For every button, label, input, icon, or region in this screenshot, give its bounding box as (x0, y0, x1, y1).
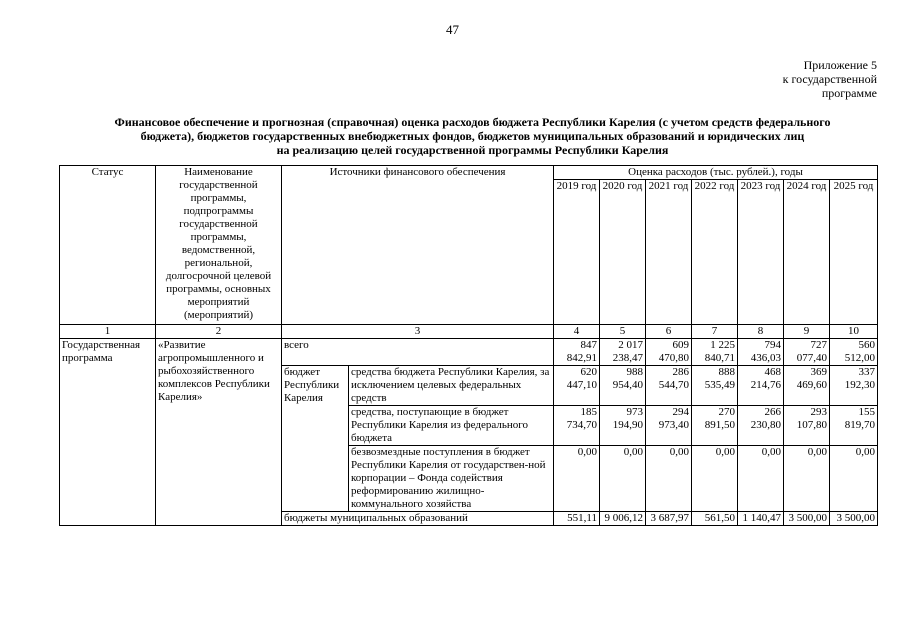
value-cell: 155 819,70 (830, 406, 878, 446)
value-cell: 0,00 (600, 446, 646, 512)
page-number: 47 (446, 22, 459, 37)
source-label: средства, поступающие в бюджет Республики Карелия из федерального бюджета (349, 406, 554, 446)
value-cell: 369 469,60 (784, 366, 830, 406)
index-cell: 7 (692, 325, 738, 339)
value-cell: 0,00 (554, 446, 600, 512)
value-cell: 270 891,50 (692, 406, 738, 446)
value-cell: 560 512,00 (830, 339, 878, 366)
status-cell: Государственная программа (60, 339, 156, 526)
header-year: 2019 год (554, 180, 600, 325)
value-cell: 561,50 (692, 512, 738, 526)
header-row-1 (60, 166, 878, 180)
title-line-3: на реализацию целей государственной программы Республики Карелия (276, 143, 669, 157)
index-cell: 9 (784, 325, 830, 339)
value-cell: 1 140,47 (738, 512, 784, 526)
value-cell: 847 842,91 (554, 339, 600, 366)
value-cell: 468 214,76 (738, 366, 784, 406)
value-cell: 973 194,90 (600, 406, 646, 446)
value-cell: 2 017 238,47 (600, 339, 646, 366)
value-cell: 3 687,97 (646, 512, 692, 526)
index-cell: 3 (282, 325, 554, 339)
source-label: средства бюджета Республики Карелия, за исключением целевых федеральных средств (349, 366, 554, 406)
budget-group-cell: бюджет Республики Карелия (282, 366, 349, 512)
value-cell: 3 500,00 (784, 512, 830, 526)
document-title (70, 115, 875, 157)
appendix-line-2: к государственной (782, 72, 877, 86)
header-status: Статус (60, 166, 156, 325)
value-cell: 266 230,80 (738, 406, 784, 446)
source-label: всего (282, 339, 554, 366)
appendix-note (737, 58, 877, 100)
value-cell: 0,00 (784, 446, 830, 512)
header-year: 2024 год (784, 180, 830, 325)
header-year: 2022 год (692, 180, 738, 325)
index-cell: 8 (738, 325, 784, 339)
index-cell: 1 (60, 325, 156, 339)
header-year: 2020 год (600, 180, 646, 325)
value-cell: 0,00 (692, 446, 738, 512)
appendix-line-3: программе (821, 86, 877, 100)
value-cell: 888 535,49 (692, 366, 738, 406)
header-year: 2023 год (738, 180, 784, 325)
index-cell: 6 (646, 325, 692, 339)
index-cell: 10 (830, 325, 878, 339)
index-cell: 4 (554, 325, 600, 339)
value-cell: 0,00 (830, 446, 878, 512)
title-line-2: бюджета), бюджетов государственных внебюджетных фондов, бюджетов муниципальных образований и юридических лиц (140, 129, 805, 143)
value-cell: 1 225 840,71 (692, 339, 738, 366)
index-cell: 5 (600, 325, 646, 339)
index-cell: 2 (156, 325, 282, 339)
appendix-line-1: Приложение 5 (803, 58, 877, 72)
header-name: Наименование государственной программы, подпрограммы государственной программы, ведомственной, региональной, долгосрочной целевой программы, основных мероприятий (мероприятий) (156, 166, 282, 325)
value-cell: 551,11 (554, 512, 600, 526)
value-cell: 185 734,70 (554, 406, 600, 446)
value-cell: 0,00 (738, 446, 784, 512)
value-cell: 609 470,80 (646, 339, 692, 366)
value-cell: 620 447,10 (554, 366, 600, 406)
value-cell: 293 107,80 (784, 406, 830, 446)
value-cell: 294 973,40 (646, 406, 692, 446)
source-label: безвозмездные поступления в бюджет Республики Карелия от государствен-ной корпорации – Фонда содействия реформированию жилищно-коммунального хозяйства (349, 446, 554, 512)
source-label: бюджеты муниципальных образований (282, 512, 554, 526)
header-estimate: Оценка расходов (тыс. рублей.), годы (554, 166, 878, 180)
table-row-total (60, 339, 878, 366)
value-cell: 3 500,00 (830, 512, 878, 526)
value-cell: 9 006,12 (600, 512, 646, 526)
program-name-cell: «Развитие агропромышленного и рыбохозяйственного комплексов Республики Карелия» (156, 339, 282, 526)
value-cell: 727 077,40 (784, 339, 830, 366)
value-cell: 286 544,70 (646, 366, 692, 406)
header-sources: Источники финансового обеспечения (282, 166, 554, 325)
value-cell: 0,00 (646, 446, 692, 512)
value-cell: 794 436,03 (738, 339, 784, 366)
value-cell: 988 954,40 (600, 366, 646, 406)
finance-table (59, 165, 878, 526)
header-year: 2025 год (830, 180, 878, 325)
index-row (60, 325, 878, 339)
title-line-1: Финансовое обеспечение и прогнозная (справочная) оценка расходов бюджета Республики Карелия (с учетом средств федерального (114, 115, 831, 129)
value-cell: 337 192,30 (830, 366, 878, 406)
header-year: 2021 год (646, 180, 692, 325)
